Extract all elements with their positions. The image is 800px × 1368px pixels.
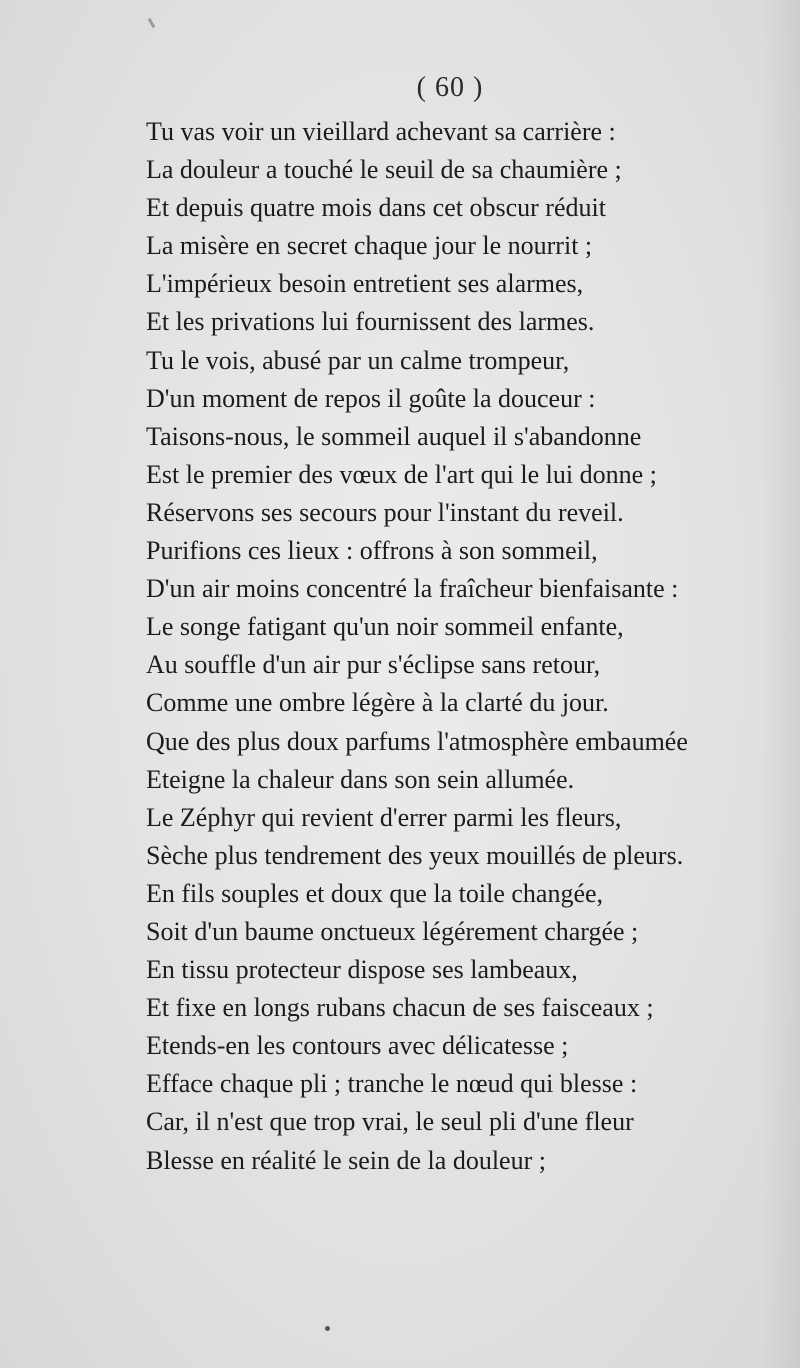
verse-line: La misère en secret chaque jour le nourrit ; — [146, 231, 593, 261]
verse-line: Est le premier des vœux de l'art qui le lui donne ; — [146, 459, 657, 489]
verse-line: Comme une ombre légère à la clarté du jour. — [146, 688, 609, 718]
page-number: ( 60 ) — [416, 72, 484, 103]
verse-line: D'un air moins concentré la fraîcheur bienfaisante : — [146, 574, 679, 604]
verse-line: La douleur a touché le seuil de sa chaumière ; — [146, 155, 622, 185]
verse-line: Et fixe en longs rubans chacun de ses faisceaux ; — [146, 993, 654, 1023]
verse-line: Le Zéphyr qui revient d'errer parmi les fleurs, — [146, 802, 622, 832]
ink-dot — [325, 1326, 330, 1331]
verse-line: Purifions ces lieux : offrons à son sommeil, — [146, 536, 598, 566]
verse-line: Taisons-nous, le sommeil auquel il s'abandonne — [146, 421, 642, 451]
verse-line: Le songe fatigant qu'un noir sommeil enfante, — [146, 612, 624, 642]
verse-line: Tu le vois, abusé par un calme trompeur, — [146, 345, 570, 375]
verse-line: Car, il n'est que trop vrai, le seul pli d'une fleur — [146, 1107, 634, 1137]
paper-speck — [148, 18, 156, 28]
verse-line: L'impérieux besoin entretient ses alarmes, — [146, 269, 584, 299]
verse-line: Soit d'un baume onctueux légérement chargée ; — [146, 916, 639, 946]
verse-line: Et les privations lui fournissent des larmes. — [146, 307, 595, 337]
verse-line: Et depuis quatre mois dans cet obscur réduit — [146, 193, 606, 223]
verse-line: Que des plus doux parfums l'atmosphère embaumée — [146, 726, 688, 756]
verse-line: D'un moment de repos il goûte la douceur : — [146, 383, 596, 413]
verse-line: Tu vas voir un vieillard achevant sa carrière : — [146, 117, 616, 146]
verse-line: En fils souples et doux que la toile changée, — [146, 878, 604, 908]
verse-line: En tissu protecteur dispose ses lambeaux, — [146, 955, 578, 985]
verse-line: Sèche plus tendrement des yeux mouillés de pleurs. — [146, 840, 684, 870]
verse-line: Réservons ses secours pour l'instant du reveil. — [146, 497, 624, 527]
verse-line: Efface chaque pli ; tranche le nœud qui blesse : — [146, 1069, 638, 1099]
verse-line: Au souffle d'un air pur s'éclipse sans retour, — [146, 650, 601, 680]
verse-line: Blesse en réalité le sein de la douleur ; — [146, 1145, 546, 1175]
page-edge-shadow — [760, 0, 800, 1368]
verse-line: Etends-en les contours avec délicatesse ; — [146, 1031, 569, 1061]
verse-line: Eteigne la chaleur dans son sein allumée. — [146, 764, 575, 794]
poem-text — [146, 113, 688, 1180]
